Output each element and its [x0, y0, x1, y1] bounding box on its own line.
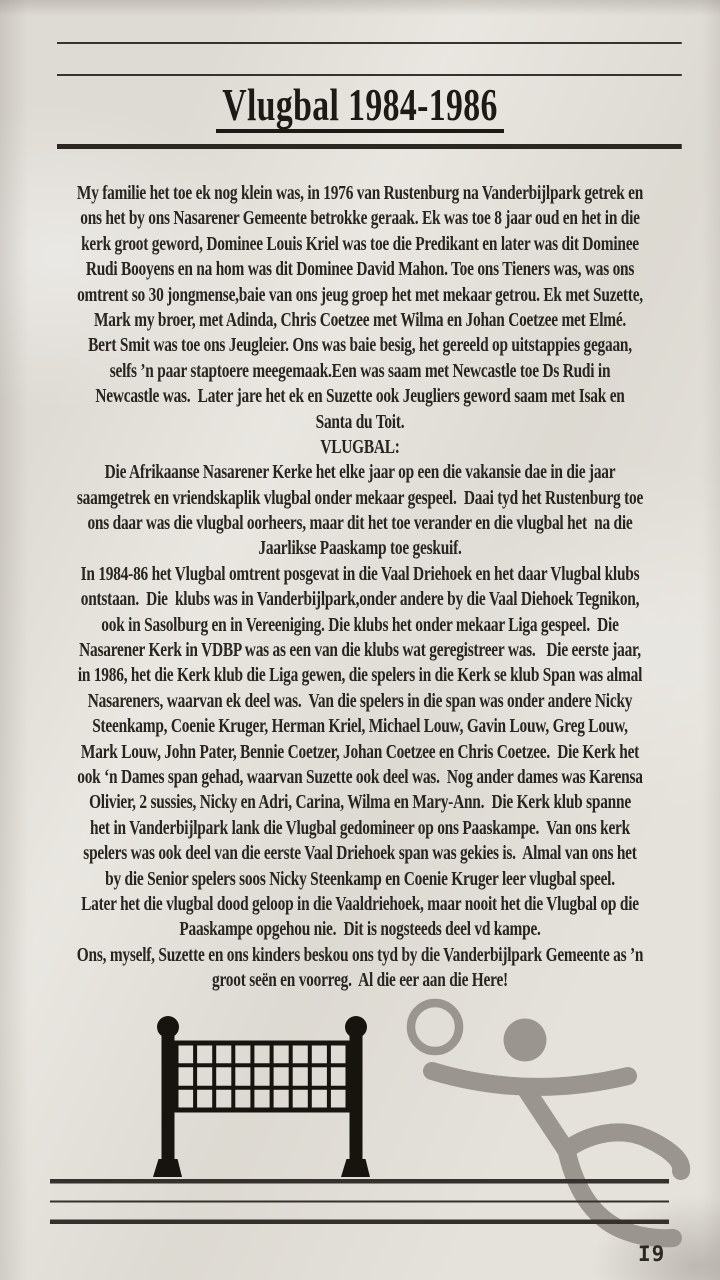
body-line: Die Afrikaanse Nasarener Kerke het elke jaar op een die vakansie dae in die jaar — [104, 461, 616, 484]
body-line: Jaarlikse Paaskamp toe geskuif. — [258, 537, 462, 560]
title-row — [0, 82, 720, 133]
body-line: Ons, myself, Suzette en ons kinders beskou ons tyd by die Vanderbijlpark Gemeente as ’n — [76, 943, 644, 966]
body-line: selfs ’n paar staptoere meegemaak.Een was saam met Newcastle toe Ds Rudi in — [109, 359, 611, 382]
body-line: in 1986, het die Kerk klub die Liga gewen, die spelers in die Kerk se klub Span was almal — [77, 664, 643, 687]
body-line: Santa du Toit. — [315, 410, 405, 433]
body-line: Later het die vlugbal dood geloop in die Vaaldriehoek, maar nooit het die Vlugbal op die — [81, 892, 639, 915]
body-line: groot seën en voorreg. Al die eer aan die Here! — [212, 969, 508, 992]
title-divider-rule — [57, 144, 682, 149]
body-line: saamgetrek en vriendskaplik vlugbal onder mekaar gespeel. Daai tyd het Rustenburg toe — [76, 486, 644, 509]
body-line: ook ‘n Dames span gehad, waarvan Suzette ook deel was. Nog ander dames was Karensa — [77, 765, 643, 788]
body-line: Newcastle was. Later jare het ek en Suzette ook Jeugliers geword saam met Isak en — [95, 385, 625, 408]
body-line: Mark Louw, John Pater, Bennie Coetzer, Johan Coetzee en Chris Coetzee. Die Kerk het — [80, 740, 640, 763]
body-line: Nasarener Kerk in VDBP was as een van die klubs wat geregistreer was. Die eerste jaar, — [79, 639, 641, 662]
body-line: ons het by ons Nasarener Gemeente betrokke geraak. Ek was toe 8 jaar oud en het in die — [80, 207, 640, 230]
top-rule-1 — [57, 42, 682, 44]
body-line: Nasareners, waarvan ek deel was. Van die spelers in die span was onder andere Nicky — [87, 689, 633, 712]
body-line: omtrent so 30 jongmense,baie van ons jeug groep het met mekaar getrou. Ek met Suzette, — [77, 283, 643, 306]
body-line: In 1984-86 het Vlugbal omtrent posgevat in die Vaal Driehoek en het daar Vlugbal klubs — [80, 562, 640, 585]
body-line: by die Senior spelers soos Nicky Steenkamp en Coenie Kruger leer vlugbal speel. — [105, 867, 615, 890]
body-line: ontstaan. Die klubs was in Vanderbijlpark,onder andere by die Vaal Diehoek Tegnikon, — [80, 588, 640, 611]
body-line: spelers was ook deel van die eerste Vaal Driehoek span was gekies is. Almal van ons het — [83, 842, 637, 865]
body-line: Rudi Booyens en na hom was dit Dominee David Mahon. Toe ons Tieners was, was ons — [85, 258, 635, 281]
body-line: Olivier, 2 sussies, Nicky en Adri, Carina, Wilma en Mary-Ann. Die Kerk klub spanne — [89, 791, 631, 814]
top-rule-2 — [57, 74, 682, 76]
page-number: I9 — [638, 1242, 666, 1266]
body-line: Mark my broer, met Adinda, Chris Coetzee met Wilma en Johan Coetzee met Elmé. — [93, 308, 627, 331]
section-heading: VLUGBAL: — [320, 435, 400, 458]
body-line: Steenkamp, Coenie Kruger, Herman Kriel, Michael Louw, Gavin Louw, Greg Louw, — [92, 715, 628, 738]
body-line: My familie het toe ek nog klein was, in 1976 van Rustenburg na Vanderbijlpark getrek en — [76, 182, 644, 204]
body-text — [0, 181, 720, 994]
body-line: Bert Smit was toe ons Jeugleier. Ons was baie besig, het gereeld op uitstappies gegaan, — [88, 334, 632, 357]
body-line: het in Vanderbijlpark lank die Vlugbal gedomineer op ons Paaskampe. Van ons kerk — [90, 816, 630, 839]
page-title: Vlugbal 1984-1986 — [216, 82, 503, 133]
body-line: Paaskampe opgehou nie. Dit is nogsteeds deel vd kampe. — [179, 918, 541, 941]
body-line: ook in Sasolburg en in Vereeniging. Die klubs het onder mekaar Liga gespeel. Die — [101, 613, 619, 636]
body-line: ons daar was die vlugbal oorheers, maar dit het toe verander en die vlugbal het na die — [87, 512, 633, 535]
body-line: kerk groot geword, Dominee Louis Kriel was toe die Predikant en later was dit Dominee — [81, 232, 639, 255]
